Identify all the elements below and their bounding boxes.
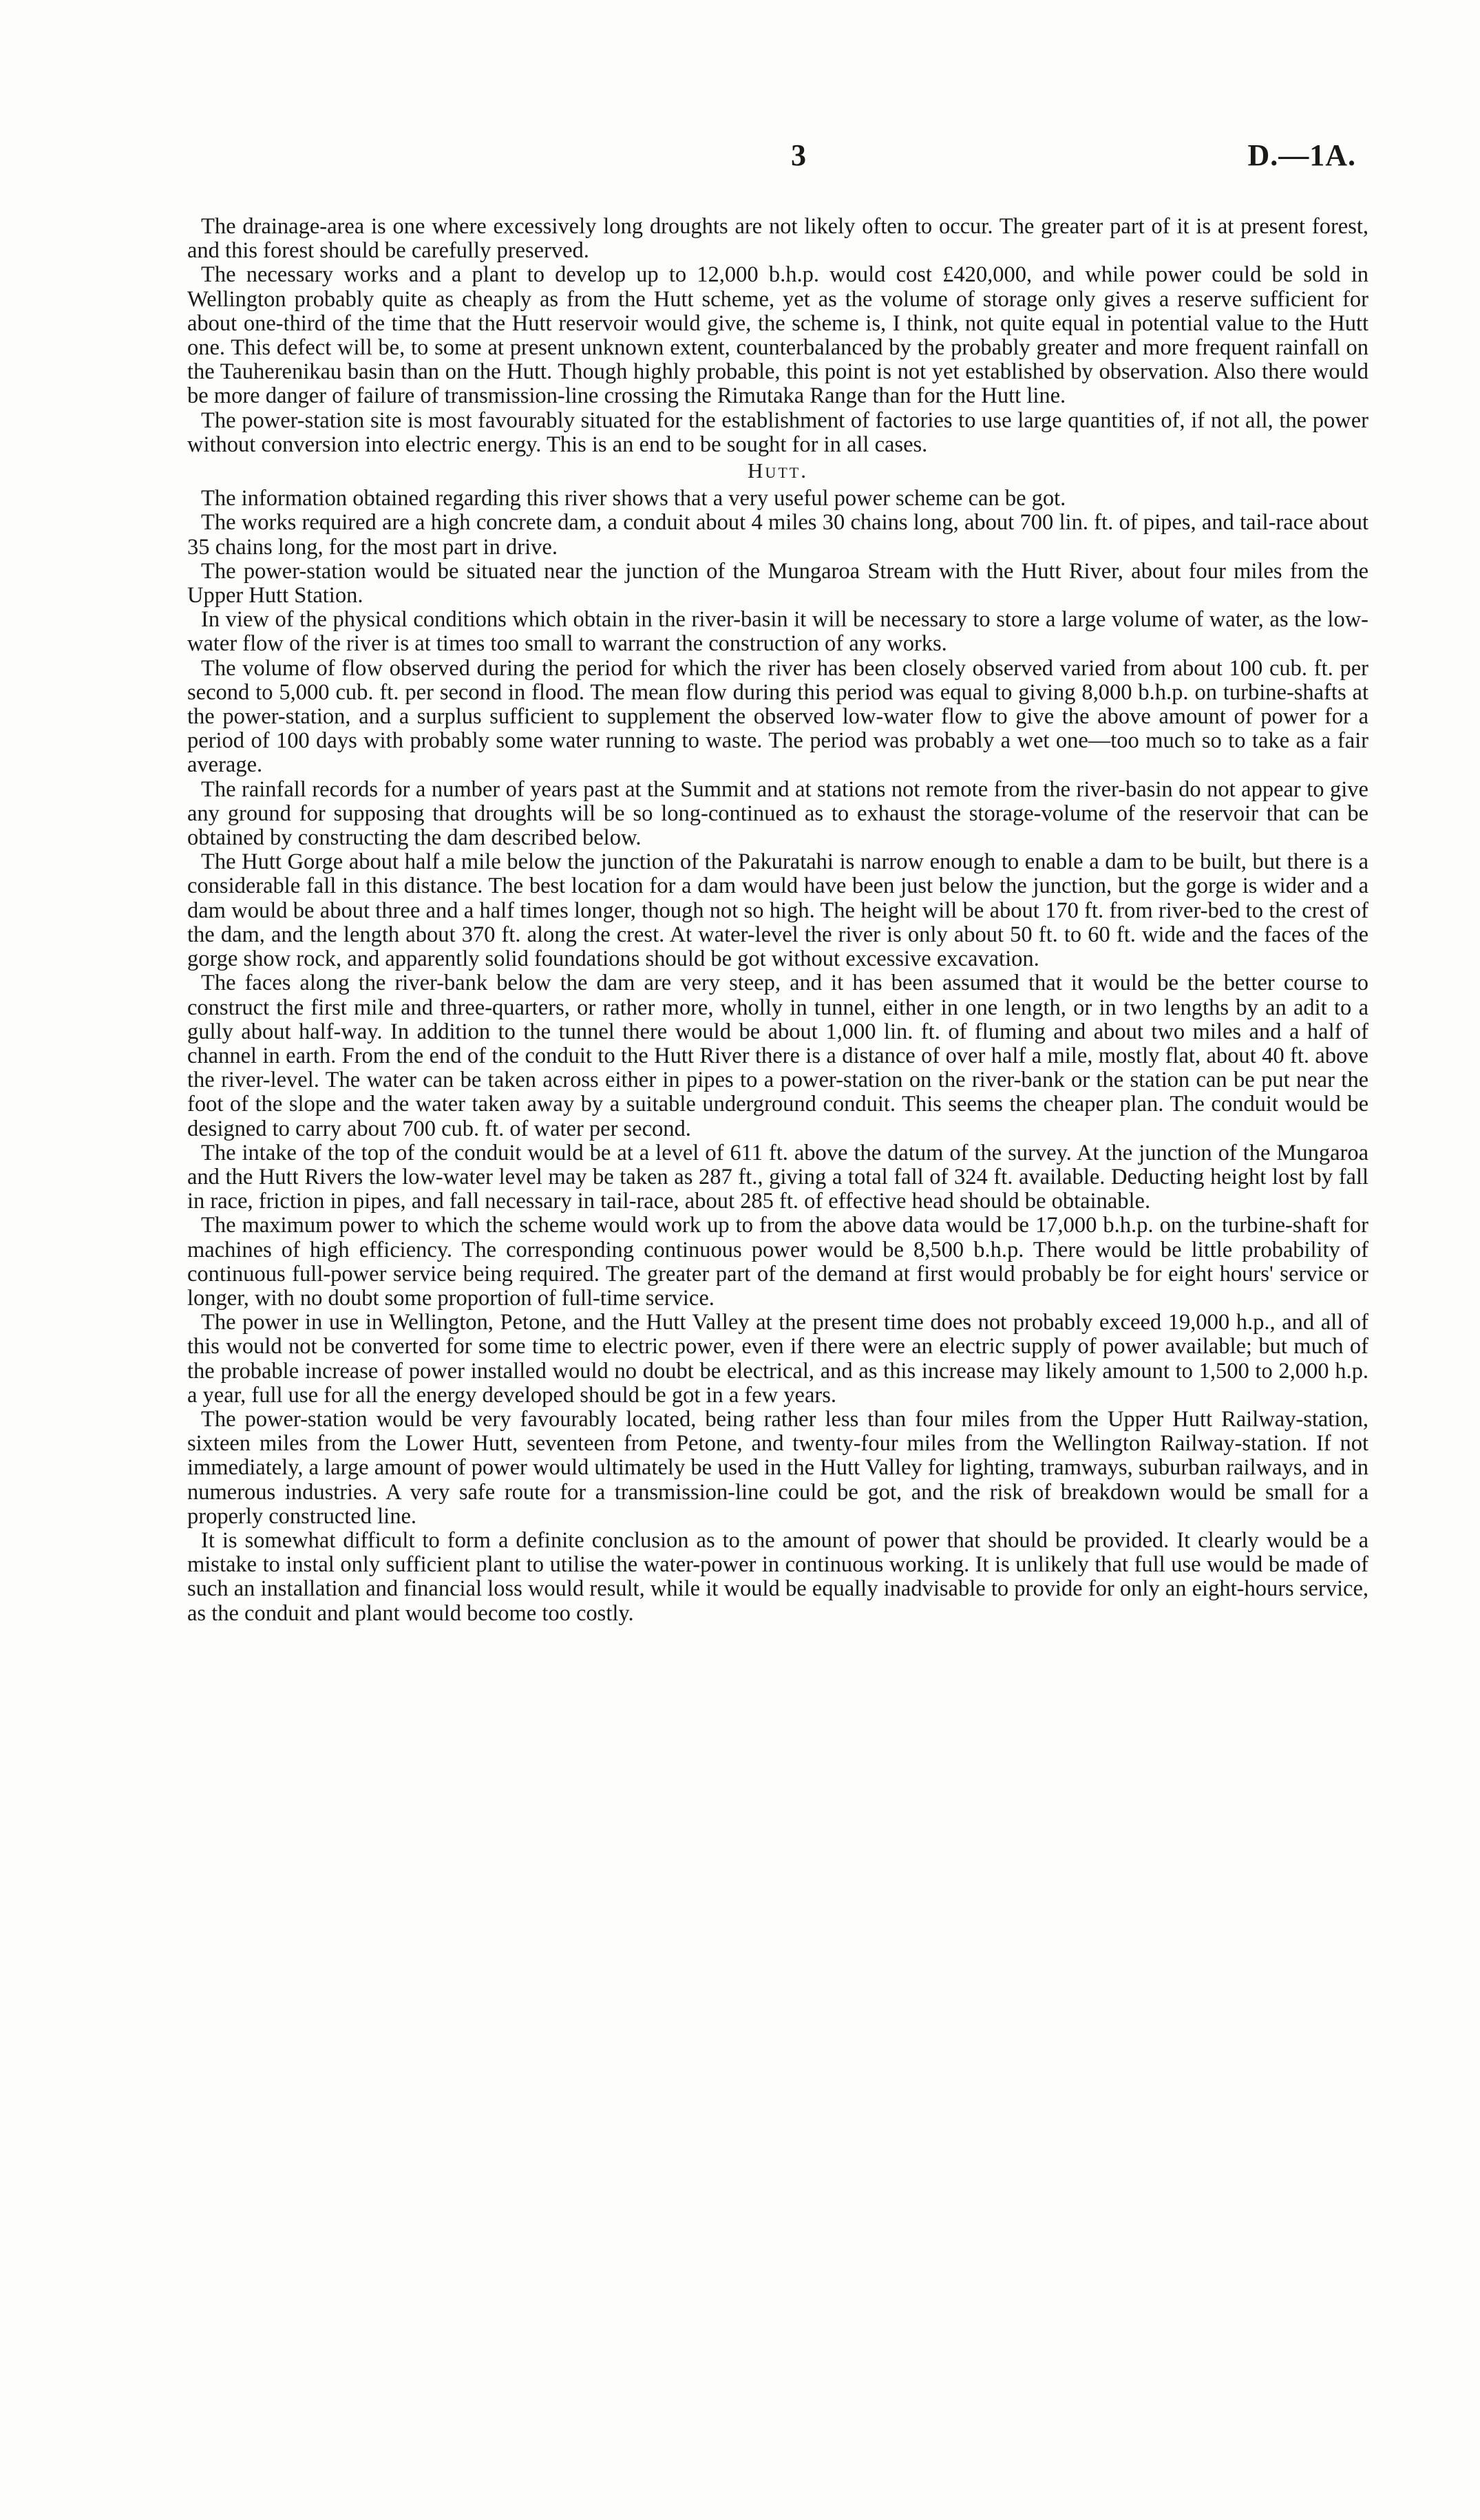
paragraph: The intake of the top of the conduit would be at a level of 611 ft. above the datum of the survey. At the junction of the Mungaroa and the Hutt Rivers the low-water level may be taken as 287 ft., giving a total fall of 324 ft. available. Deducting height lost by fall in race, friction in pipes, and fall necessary in tail-race, about 285 ft. of effective head should be obtainable. bbox=[187, 1140, 1368, 1214]
paragraph: The information obtained regarding this river shows that a very useful power scheme can be got. bbox=[201, 486, 1066, 511]
page-header bbox=[186, 138, 1356, 179]
document-reference: D.—1A. bbox=[1247, 138, 1356, 172]
paragraph: The rainfall records for a number of years past at the Summit and at stations not remote from the river-basin do not appear to give any ground for supposing that droughts will be so long-continued as to exhaust the storage-volume of the reservoir that can be obtained by constructing the dam described below. bbox=[187, 776, 1368, 851]
paragraph: The maximum power to which the scheme would work up to from the above data would be 17,000 b.h.p. on the turbine-shaft for machines of high efficiency. The corresponding continuous power would be 8,500 b.h.p. There would be little probability of continuous full-power service being required. The greater part of the demand at first would probably be for eight hours' service or longer, with no doubt some proportion of full-time service. bbox=[187, 1213, 1368, 1311]
paragraph: The necessary works and a plant to develop up to 12,000 b.h.p. would cost £420,000, and while power could be sold in Wellington probably quite as cheaply as from the Hutt scheme, yet as the volume of storage only gives a reserve sufficient for about one-third of the time that the Hutt reservoir would give, the scheme is, I think, not quite equal in potential value to the Hutt one. This defect will be, to some at present unknown extent, counterbalanced by the probably greater and more frequent rainfall on the Tauherenikau basin than on the Hutt. Though highly probable, this point is not yet established by observation. Also there would be more danger of failure of transmission-line crossing the Rimutaka Range than for the Hutt line. bbox=[187, 262, 1368, 409]
paragraph: The drainage-area is one where excessively long droughts are not likely often to occur. The greater part of it is at present forest, and this forest should be carefully preserved. bbox=[187, 214, 1368, 264]
paragraph: The volume of flow observed during the period for which the river has been closely observed varied from about 100 cub. ft. per second to 5,000 cub. ft. per second in flood. The mean flow during this period was equal to giving 8,000 b.h.p. on turbine-shafts at the power-station, and a surplus sufficient to supplement the observed low-water flow to give the above amount of power for a period of 100 days with probably some water running to waste. The period was probably a wet one—too much so to take as a fair average. bbox=[187, 655, 1368, 778]
paragraph: The faces along the river-bank below the dam are very steep, and it has been assumed that it would be the better course to construct the first mile and three-quarters, or rather more, wholly in tunnel, either in one length, or in two lengths by an adit to a gully about half-way. In addition to the tunnel there would be about 1,000 lin. ft. of fluming and about two miles and a half of channel in earth. From the end of the conduit to the Hutt River there is a distance of over half a mile, mostly flat, about 40 ft. above the river-level. The water can be taken across either in pipes to a power-station on the river-bank or the station can be put near the foot of the slope and the water taken away by a suitable underground conduit. This seems the cheaper plan. The conduit would be designed to carry about 700 cub. ft. of water per second. bbox=[187, 971, 1368, 1141]
page-number: 3 bbox=[791, 138, 806, 172]
paragraph: The power in use in Wellington, Petone, and the Hutt Valley at the present time does not probably exceed 19,000 h.p., and all of this would not be converted for some time to electric power, even if there were an electric supply of power available; but much of the probable increase of power installed would no doubt be electrical, and as this increase may likely amount to 1,500 to 2,000 h.p. a year, full use for all the energy developed should be got in a few years. bbox=[187, 1310, 1368, 1408]
paragraph: The works required are a high concrete dam, a conduit about 4 miles 30 chains long, about 700 lin. ft. of pipes, and tail-race about 35 chains long, for the most part in drive. bbox=[187, 510, 1368, 560]
paragraph: The Hutt Gorge about half a mile below the junction of the Pakuratahi is narrow enough to enable a dam to be built, but there is a considerable fall in this distance. The best location for a dam would have been just below the junction, but the gorge is wider and a dam would be about three and a half times longer, though not so high. The height will be about 170 ft. from river-bed to the crest of the dam, and the length about 370 ft. along the crest. At water-level the river is only about 50 ft. to 60 ft. wide and the faces of the gorge show rock, and apparently solid foundations should be got without excessive excavation. bbox=[187, 849, 1368, 972]
paragraph: The power-station site is most favourably situated for the establishment of factories to use large quantities of, if not all, the power without conversion into electric energy. This is an end to be sought for in all cases. bbox=[187, 407, 1368, 457]
paragraph: It is somewhat difficult to form a definite conclusion as to the amount of power that should be provided. It clearly would be a mistake to instal only sufficient plant to utilise the water-power in continuous working. It is unlikely that full use would be made of such an installation and financial loss would result, while it would be equally inadvisable to provide for only an eight-hours service, as the conduit and plant would become too costly. bbox=[187, 1527, 1368, 1626]
paragraph: The power-station would be situated near the junction of the Mungaroa Stream with the Hutt River, about four miles from the Upper Hutt Station. bbox=[187, 558, 1368, 608]
paragraph: In view of the physical conditions which obtain in the river-basin it will be necessary to store a large volume of water, as the low-water flow of the river is at times too small to warrant the construction of any works. bbox=[187, 607, 1368, 657]
section-heading-hutt: Hutt. bbox=[748, 458, 808, 483]
body-text bbox=[187, 215, 1368, 1626]
paragraph: The power-station would be very favourably located, being rather less than four miles from the Upper Hutt Railway-station, sixteen miles from the Lower Hutt, seventeen from Petone, and twenty-four miles from the Wellington Railway-station. If not immediately, a large amount of power would ultimately be used in the Hutt Valley for lighting, tramways, suburban railways, and in numerous industries. A very safe route for a transmission-line could be got, and the risk of breakdown would be small for a properly constructed line. bbox=[187, 1406, 1368, 1529]
